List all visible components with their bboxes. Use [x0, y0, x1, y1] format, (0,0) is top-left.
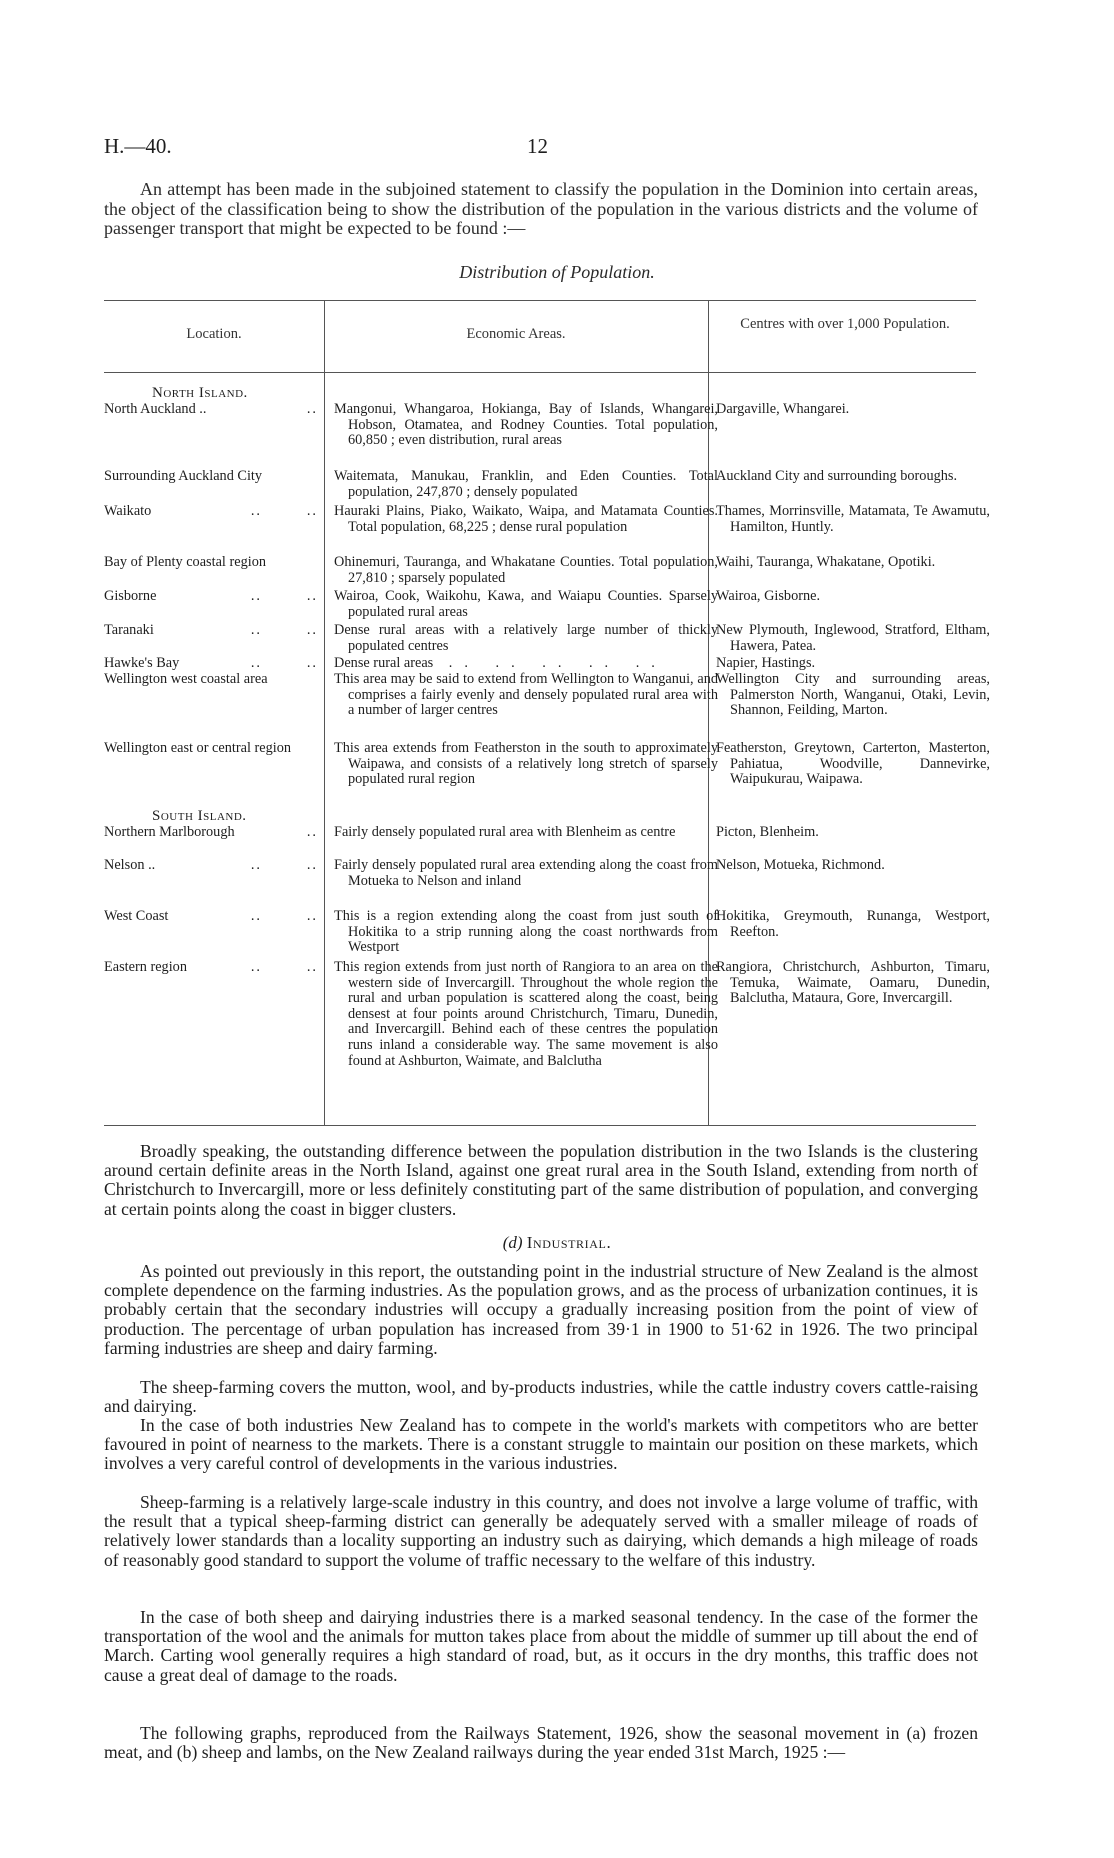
table-cell-location: Taranaki .. .. [104, 622, 318, 638]
table-cell-centres: Wairoa, Gisborne. [716, 588, 821, 604]
table-cell-location: Northern Marlborough .. [104, 824, 318, 840]
table-cell-economic-area: This area extends from Featherston in the south to approximately Waipawa, and consists of a relatively long stretch of sparsely populated rural region [334, 740, 718, 788]
table-cell-location: Gisborne .. .. [104, 588, 318, 604]
table-cell-economic-area: Ohinemuri, Tauranga, and Whakatane Counties. Total population, 27,810 ; sparsely populated [334, 554, 718, 586]
table-cell-economic-area: This area may be said to extend from Wellington to Wanganui, and comprises a fairly evenly and densely populated rural area with a number of larger centres [334, 671, 718, 719]
table-cell-centres: Nelson, Motueka, Richmond. [716, 857, 885, 873]
table-cell-centres: Dargaville, Whangarei. [716, 401, 850, 417]
document-code: H.—40. [104, 134, 172, 158]
table-cell-location: North Auckland .. .. [104, 401, 318, 417]
body-paragraph: In the case of both industries New Zealand has to compete in the world's markets with competitors who are better favoured in point of nearness to the markets. There is a constant struggle to maintain our position on these markets, which involves a very careful control of developments in the various industries. [104, 1415, 978, 1474]
table-cell-economic-area: Fairly densely populated rural area extending along the coast from Motueka to Nelson and inland [334, 857, 718, 889]
body-paragraph: As pointed out previously in this report, the outstanding point in the industrial structure of New Zealand is the almost complete dependence on the farming industries. As the population grows, and as the process of urbanization continues, it is probably certain that the secondary industries will occupy a gradually increasing position from the point of view of production. The percentage of urban population has increased from 39·1 in 1900 to 51·62 in 1926. The two principal farming industries are sheep and dairy farming. [104, 1261, 978, 1358]
table-cell-centres: Featherston, Greytown, Carterton, Masterton, Pahiatua, Woodville, Dannevirke, Waipukurau, Waipawa. [716, 740, 990, 788]
table-cell-centres: Rangiora, Christchurch, Ashburton, Timaru, Temuka, Waimate, Oamaru, Dunedin, Balclutha, Mataura, Gore, Invercargill. [716, 959, 990, 1007]
table-cell-economic-area: Wairoa, Cook, Waikohu, Kawa, and Waiapu Counties. Sparsely populated rural areas [334, 588, 718, 620]
table-cell-economic-area: This is a region extending along the coast from just south of Hokitika to a strip running along the coast northwards from Westport [334, 908, 718, 956]
table-cell-location: West Coast .. .. [104, 908, 318, 924]
table-cell-economic-area: Dense rural areas with a relatively large number of thickly populated centres [334, 622, 718, 654]
column-header-centres: Centres with over 1,000 Population. [740, 316, 950, 332]
table-cell-centres: Auckland City and surrounding boroughs. [716, 468, 958, 484]
body-paragraph: The sheep-farming covers the mutton, wool, and by-products industries, while the cattle industry covers cattle-raising and dairying. [104, 1377, 978, 1417]
south-island-label: South Island. [152, 808, 247, 824]
table-cell-centres: Waihi, Tauranga, Whakatane, Opotiki. [716, 554, 936, 570]
table-cell-location: Hawke's Bay .. .. [104, 655, 318, 671]
summary-paragraph: Broadly speaking, the outstanding difference between the population distribution in the two Islands is the clustering around certain definite areas in the North Island, against one great rural area in the South Island, extending from north of Christchurch to Invercargill, more or less definitely constituting part of the same distribution of population, and converging at certain points along the coast in bigger clusters. [104, 1141, 978, 1219]
table-cell-location: Bay of Plenty coastal region [104, 554, 266, 570]
table-cell-economic-area: This region extends from just north of Rangiora to an area on the western side of Invercargill. Throughout the whole region the rural and urban population is scattered along the coast, being densest at four points around Christchurch, Timaru, Dunedin, and Invercargill. Behind each of these centres the population runs inland a considerable way. The same movement is also found at Ashburton, Waimate, and Balclutha [334, 959, 718, 1069]
table-caption: Distribution of Population. [459, 262, 655, 282]
column-header-location: Location. [186, 326, 242, 342]
table-header-rule [104, 372, 976, 373]
table-bottom-rule [104, 1125, 976, 1126]
north-island-label: North Island. [152, 385, 248, 401]
page-number: 12 [527, 134, 548, 158]
table-cell-centres: Picton, Blenheim. [716, 824, 819, 840]
table-cell-economic-area: Waitemata, Manukau, Franklin, and Eden Counties. Total population, 247,870 ; densely populated [334, 468, 718, 500]
table-cell-economic-area: Dense rural areas .. .. .. .. .. [334, 655, 667, 671]
table-cell-centres: New Plymouth, Inglewood, Stratford, Eltham, Hawera, Patea. [716, 622, 990, 654]
column-divider [324, 300, 325, 1125]
table-cell-economic-area: Mangonui, Whangaroa, Hokianga, Bay of Islands, Whangarei, Hobson, Otamatea, and Rodney Counties. Total population, 60,850 ; even distribution, rural areas [334, 401, 718, 449]
table-cell-location: Wellington east or central region [104, 740, 292, 756]
table-cell-centres: Hokitika, Greymouth, Runanga, Westport, Reefton. [716, 908, 990, 940]
table-cell-location: Waikato .. .. [104, 503, 318, 519]
table-cell-location: Nelson .. .. .. [104, 857, 318, 873]
table-top-rule [104, 300, 976, 301]
table-cell-centres: Napier, Hastings. [716, 655, 816, 671]
table-cell-location: Wellington west coastal area [104, 671, 268, 687]
table-cell-centres: Thames, Morrinsville, Matamata, Te Awamutu, Hamilton, Huntly. [716, 503, 990, 535]
body-paragraph: The following graphs, reproduced from the Railways Statement, 1926, show the seasonal movement in (a) frozen meat, and (b) sheep and lambs, on the New Zealand railways during the year ended 31st March, 1925 :— [104, 1723, 978, 1763]
body-paragraph: Sheep-farming is a relatively large-scale industry in this country, and does not involve a large volume of traffic, with the result that a typical sheep-farming district can generally be adequately served with a smaller mileage of roads of relatively lower standards than a locality supporting an industry such as dairying, which demands a high mileage of roads of reasonably good standard to support the volume of traffic necessary to the welfare of this industry. [104, 1492, 978, 1570]
body-paragraph: In the case of both sheep and dairying industries there is a marked seasonal tendency. In the case of the former the transportation of the wool and the animals for mutton takes place from about the middle of summer up till about the end of March. Carting wool generally requires a high standard of road, but, as it occurs in the dry months, this traffic does not cause a great deal of damage to the roads. [104, 1607, 978, 1685]
table-cell-economic-area: Fairly densely populated rural area with Blenheim as centre [334, 824, 676, 840]
table-cell-economic-area: Hauraki Plains, Piako, Waikato, Waipa, and Matamata Counties. Total population, 68,225 ; dense rural population [334, 503, 718, 535]
intro-paragraph: An attempt has been made in the subjoined statement to classify the population in the Dominion into certain areas, the object of the classification being to show the distribution of the population in the various districts and the volume of passenger transport that might be expected to be found :— [104, 179, 978, 238]
table-cell-centres: Wellington City and surrounding areas, Palmerston North, Wanganui, Otaki, Levin, Shannon, Feilding, Marton. [716, 671, 990, 719]
section-heading: (d) Industrial. [502, 1233, 612, 1252]
table-cell-location: Surrounding Auckland City [104, 468, 263, 484]
table-cell-location: Eastern region .. .. [104, 959, 318, 975]
column-header-economic-areas: Economic Areas. [466, 326, 566, 342]
